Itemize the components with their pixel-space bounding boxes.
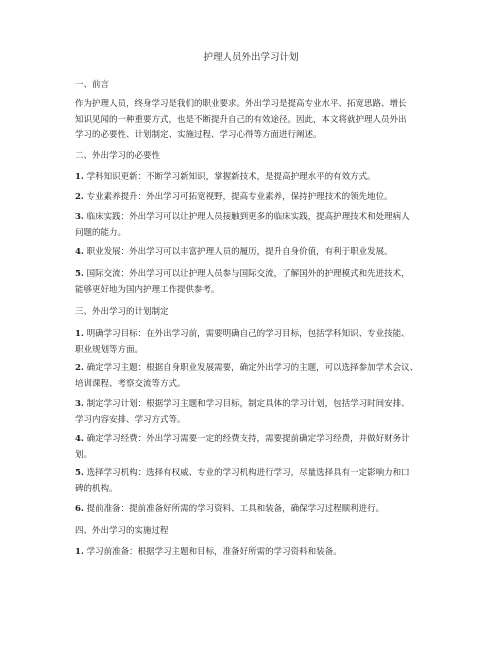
paragraph-line: 职业规划等方面。 — [75, 344, 144, 355]
list-item — [75, 361, 435, 392]
list-number: 1. — [75, 329, 84, 339]
list-item — [75, 466, 435, 497]
paragraph-line: 提前准备：提前准备好所需的学习资料、工具和装备，确保学习过程顺利进行。 — [83, 504, 385, 514]
paragraph-line: 临床实践：外出学习可以让护理人员接触到更多的临床实践，提高护理技术和处理病人 — [83, 212, 410, 222]
list-number: 4. — [75, 247, 84, 257]
list-item — [75, 190, 435, 206]
list-number: 3. — [75, 399, 84, 409]
paragraph-line: 学习前准备：根据学习主题和目标，准备好所需的学习资料和装备。 — [83, 547, 342, 557]
list-number: 2. — [75, 192, 84, 202]
list-item — [75, 545, 435, 561]
list-item — [75, 327, 435, 358]
paragraph-line: 职业发展：外出学习可以丰富护理人员的履历，提升自身价值，有利于职业发展。 — [83, 247, 393, 257]
list-item — [75, 170, 435, 186]
section-heading-preface: 一、前言 — [75, 80, 110, 90]
list-number: 2. — [75, 363, 84, 373]
list-number: 5. — [75, 269, 84, 279]
paragraph-line: 知识见闻的一种重要方式，也是不断提升自己的有效途径。因此，本文将就护理人员外出 — [75, 114, 407, 125]
paragraph-line: 能够更好地为国内护理工作提供参考。 — [75, 284, 220, 295]
list-item — [75, 432, 435, 463]
paragraph-line: 学科知识更新：不断学习新知识，掌握新技术，是提高护理水平的有效方式。 — [83, 172, 376, 182]
section-heading-planning: 三、外出学习的计划制定 — [75, 307, 169, 317]
list-item — [75, 502, 435, 518]
paragraph-line: 确定学习经费：外出学习需要一定的经费支持，需要提前确定学习经费，并做好财务计 — [83, 434, 410, 444]
paragraph-line: 学习内容安排、学习方式等。 — [75, 414, 186, 425]
list-number: 3. — [75, 212, 84, 222]
list-number: 1. — [75, 547, 84, 557]
list-item — [75, 210, 435, 241]
paragraph — [75, 97, 435, 144]
paragraph-line: 选择学习机构：选择有权威、专业的学习机构进行学习，尽量选择具有一定影响力和口 — [83, 468, 410, 478]
paragraph-line: 国际交流：外出学习可以让护理人员参与国际交流，了解国外的护理模式和先进技术， — [83, 269, 410, 279]
paragraph-line: 培训课程、考察交流等方式。 — [75, 378, 186, 389]
list-item — [75, 267, 435, 298]
section-heading-necessity: 二、外出学习的必要性 — [75, 151, 161, 161]
paragraph-line: 专业素养提升：外出学习可拓宽视野，提高专业素养，保持护理技术的领先地位。 — [83, 192, 393, 202]
paragraph-line: 明确学习目标：在外出学习前，需要明确自己的学习目标，包括学科知识、专业技能、 — [83, 329, 410, 339]
list-number: 1. — [75, 172, 84, 182]
section-heading-implementation: 四、外出学习的实施过程 — [75, 526, 169, 536]
paragraph-line: 碑的机构。 — [75, 483, 118, 494]
paragraph-line: 划。 — [75, 449, 93, 460]
list-number: 6. — [75, 504, 84, 514]
list-item — [75, 397, 435, 428]
paragraph-line: 作为护理人员，终身学习是我们的职业要求。外出学习是提高专业水平、拓宽思路、增长 — [75, 99, 407, 109]
paragraph-line: 学习的必要性、计划制定、实施过程、学习心得等方面进行阐述。 — [75, 130, 322, 140]
list-number: 5. — [75, 468, 84, 478]
paragraph-line: 制定学习计划：根据学习主题和学习目标，制定具体的学习计划，包括学习时间安排、 — [83, 399, 410, 409]
paragraph-line: 问题的能力。 — [75, 227, 127, 238]
list-number: 4. — [75, 434, 84, 444]
paragraph-line: 确定学习主题：根据自身职业发展需要，确定外出学习的主题，可以选择参加学术会议、 — [83, 363, 419, 373]
document-title: 护理人员外出学习计划 — [203, 52, 299, 63]
list-item — [75, 245, 435, 261]
